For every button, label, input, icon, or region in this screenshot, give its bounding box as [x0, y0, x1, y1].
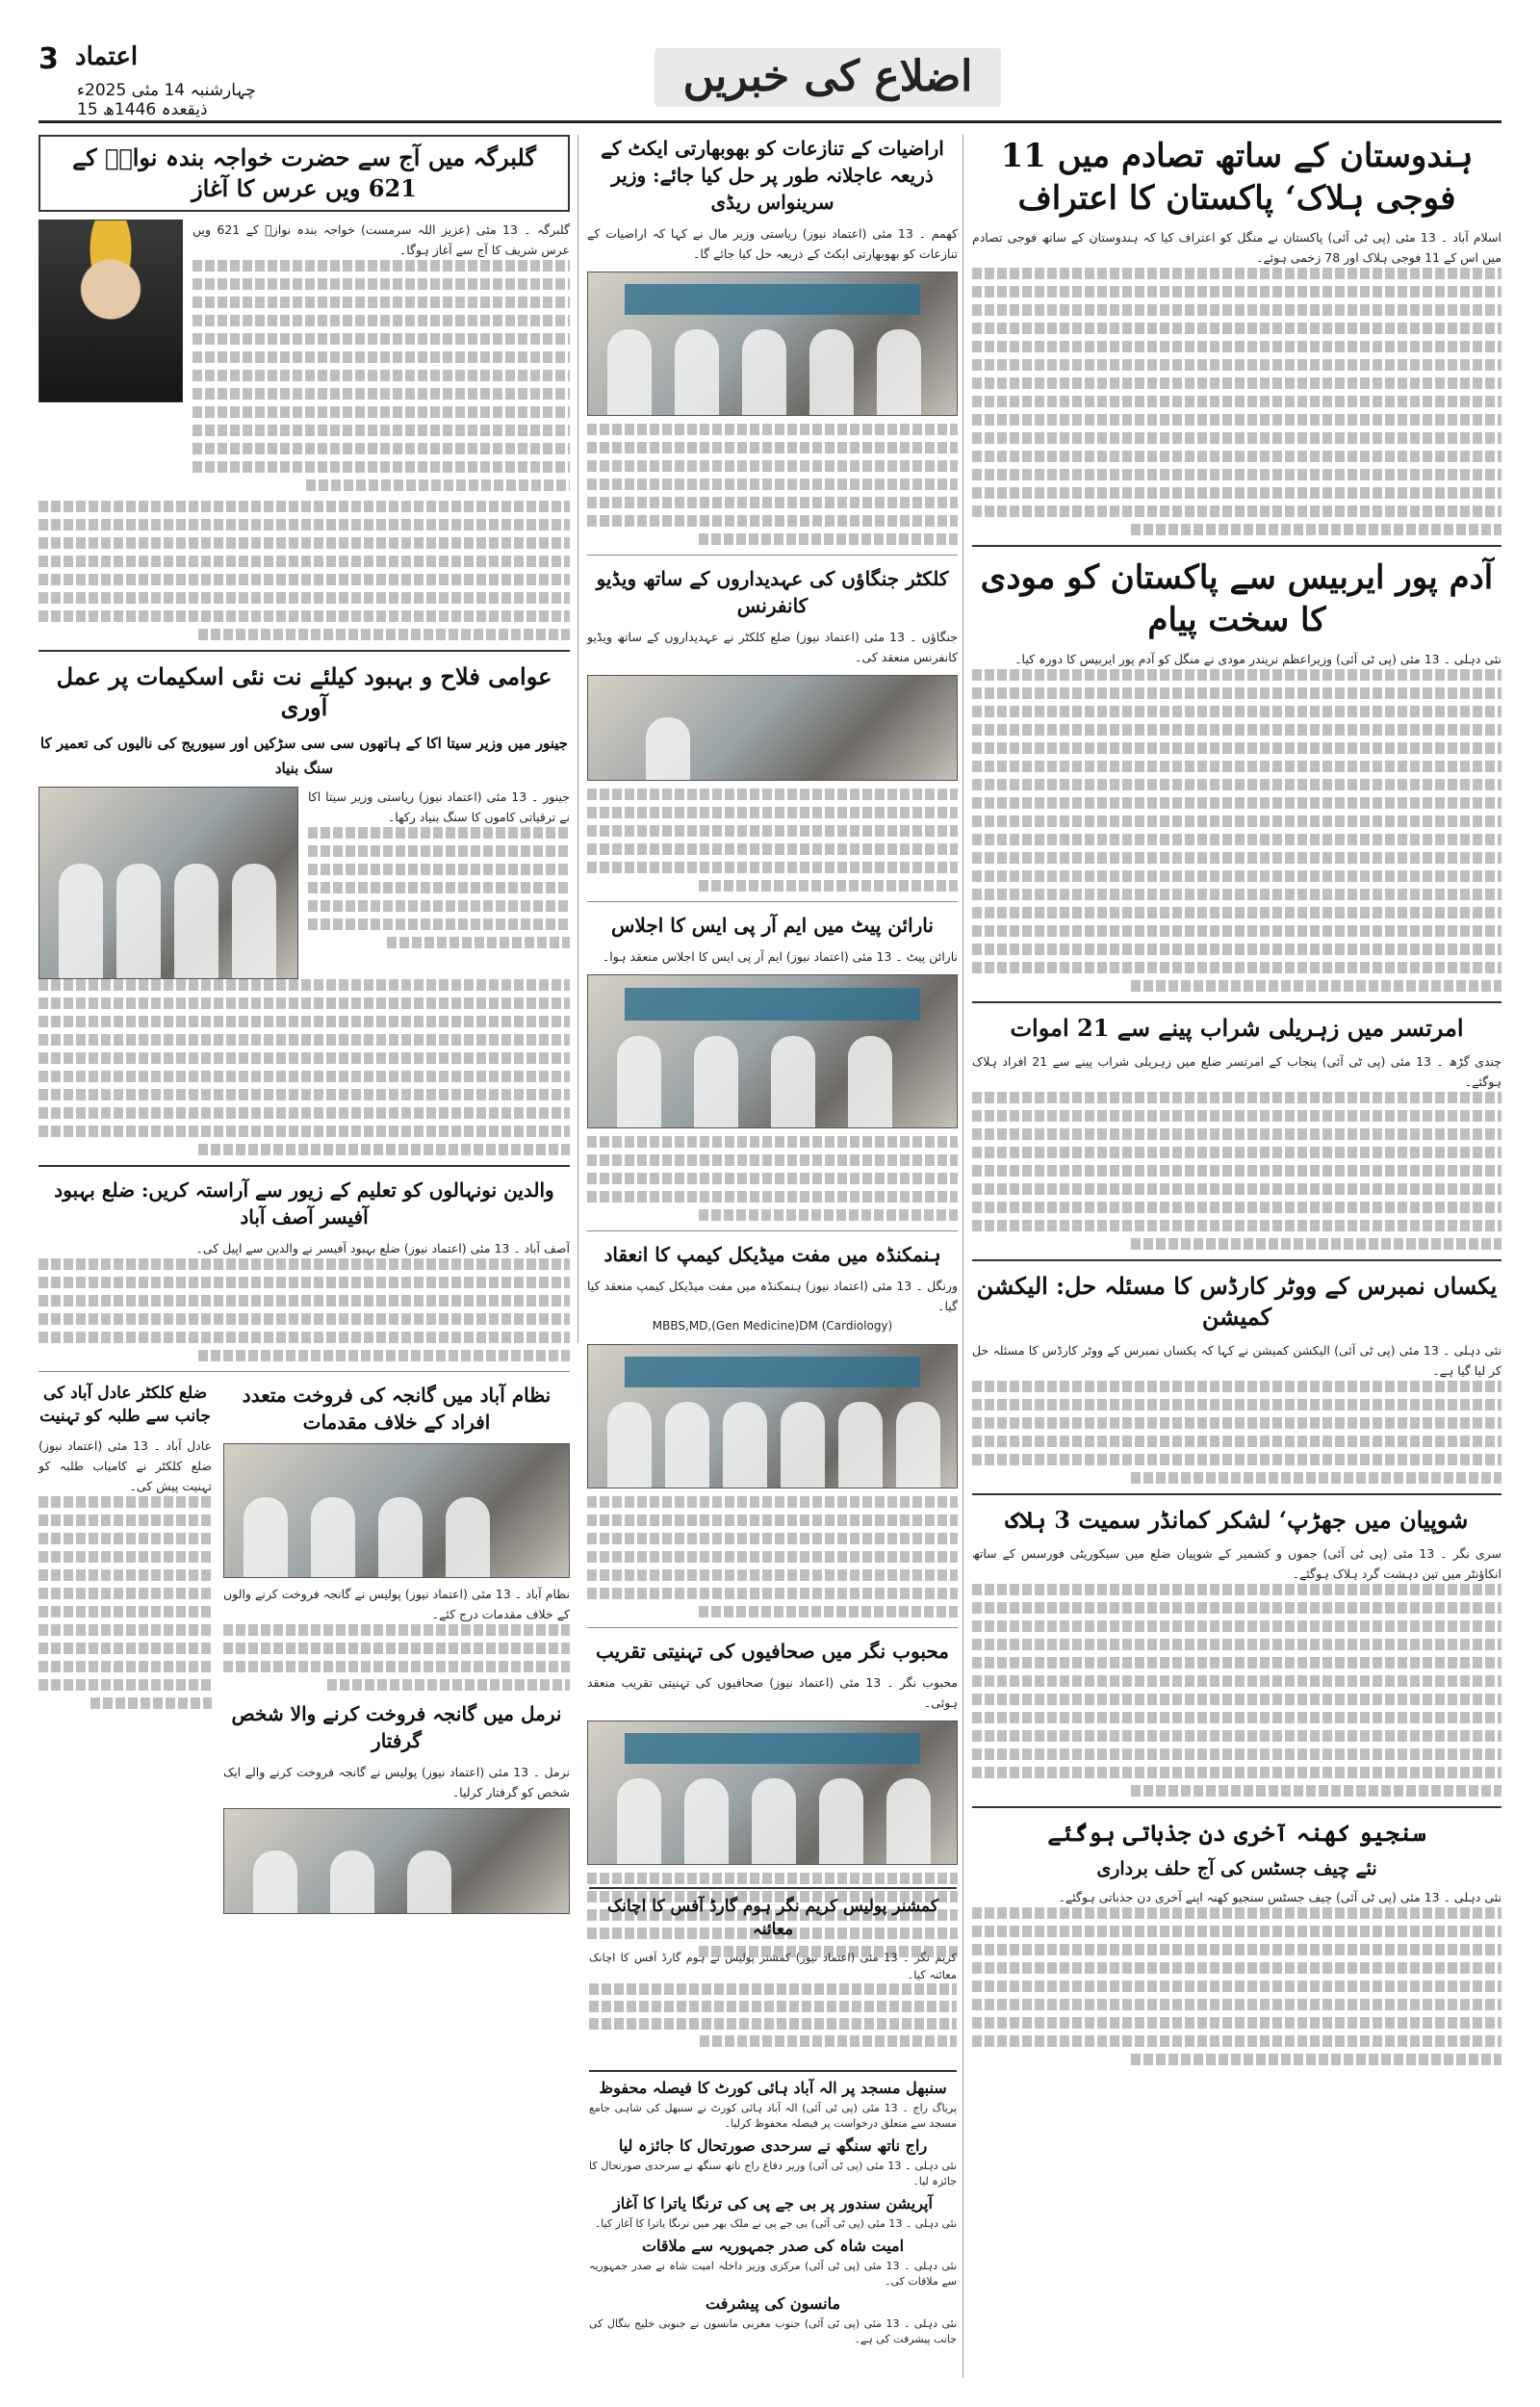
headline-mahbubnagar: محبوب نگر میں صحافیوں کی تہنیتی تقریب: [596, 1640, 949, 1663]
subheadline-jainoor: جینور میں وزیر سیتا اکا کے ہاتھوں سی سی سڑکیں اور سیوریج کی نالیوں کی تعمیر کا سنگ بنیاد: [39, 735, 569, 777]
headline-welfare-schemes: عوامی فلاح و بہبود کیلئے نت نئی اسکیمات پر عمل آوری: [56, 662, 552, 721]
headline-tiranga-yatra: آپریشن سندور پر بی جے پی کی ترنگا یاترا کا آغاز: [613, 2194, 933, 2213]
headline-nizamabad-ganja: نظام آباد میں گانجہ کی فروخت متعدد افراد کے خلاف مقدمات: [242, 1384, 552, 1434]
headline-rajnath-review: راج ناتھ سنگھ نے سرحدی صورتحال کا جائزہ لیا: [618, 2136, 928, 2155]
lower-left-block: [38, 1382, 570, 1920]
article-lead: جینور ۔ 13 مئی (اعتماد نیوز) ریاستی وزیر سیتا اکا نے ترقیاتی کاموں کا سنگ بنیاد رکھا۔: [308, 789, 570, 824]
separator: [972, 545, 1502, 547]
column-national: [972, 135, 1502, 2075]
article-lead: نئی دہلی ۔ 13 مئی (پی ٹی آئی) الیکشن کمیشن نے کہا کہ یکساں نمبرس کے ووٹر کارڈس کا مسئلہ حل کر لیا گیا ہے۔: [972, 1343, 1502, 1378]
article-body: [192, 260, 570, 491]
article-body: [589, 1983, 957, 2047]
headline-sanjiv-khanna: سنجیو کھنہ آخری دن جذباتی ہوگئے: [1047, 1819, 1426, 1847]
article-lead: چندی گڑھ ۔ 13 مئی (پی ٹی آئی) پنجاب کے امرتسر ضلع میں زہریلی شراب پینے سے 21 افراد ہلاک ہوگئے۔: [972, 1054, 1502, 1089]
column-rule: [962, 135, 963, 2378]
article-body: [38, 1258, 570, 1361]
headline-amritsar: امرتسر میں زہریلی شراب پینے سے 21 اموات: [1010, 1014, 1464, 1042]
article-body: [38, 1496, 212, 1709]
hijri-date: 15 ذیقعدہ 1446ھ: [77, 100, 208, 119]
article-body: [972, 268, 1502, 535]
news-photo-arrest: [223, 1808, 570, 1914]
column-districts-middle: [587, 135, 958, 1967]
headline-adilabad-collector: ضلع کلکٹر عادل آباد کی جانب سے طلبہ کو تہنیت: [39, 1384, 211, 1426]
subheadline-new-cji: نئے چیف جسٹس کی آج حلف برداری: [1096, 1858, 1377, 1879]
news-photo-meeting: [587, 272, 958, 416]
article-lead: جنگاؤں ۔ 13 مئی (اعتماد نیوز) ضلع کلکٹر نے عہدیداروں کے ساتھ ویڈیو کانفرنس منعقد کی۔: [587, 630, 958, 664]
article-body: [972, 669, 1502, 992]
article-lead: سری نگر ۔ 13 مئی (پی ٹی آئی) جموں و کشمیر کے شوپیان ضلع میں سیکوریٹی فورسس کے ساتھ انکاؤنٹر میں تین دہشت گرد ہلاک ہوگئے۔: [972, 1546, 1502, 1581]
news-photo-camp: [587, 1344, 958, 1488]
article-body: [972, 1584, 1502, 1797]
headline-narayanpet: نارائن پیٹ میں ایم آر پی ایس کا اجلاس: [611, 914, 934, 937]
article-lead: نئی دہلی ۔ 13 مئی (پی ٹی آئی) بی جے پی نے ملک بھر میں ترنگا یاترا کا آغاز کیا۔: [594, 2217, 957, 2230]
article-lead: گلبرگہ ۔ 13 مئی (عزیز اللہ سرمست) خواجہ بندہ نوازؒ کے 621 ویں عرس شریف کا آج سے آغاز ہوگا۔: [192, 222, 571, 257]
headline-amit-shah: امیت شاہ کی صدر جمہوریہ سے ملاقات: [641, 2237, 905, 2255]
person-portrait-icon: [38, 220, 183, 402]
headline-nirmal-arrest: نرمل میں گانجہ فروخت کرنے والا شخص گرفتار: [231, 1702, 562, 1752]
headline-voter-cards: یکساں نمبرس کے ووٹر کارڈس کا مسئلہ حل: الیکشن کمیشن: [976, 1272, 1498, 1331]
news-photo-foundation: [38, 787, 298, 979]
urs-text: [192, 220, 570, 501]
column-national-briefs: [589, 2070, 957, 2378]
jainoor-article: [38, 787, 570, 979]
separator: [972, 1806, 1502, 1808]
article-lead: پریاگ راج ۔ 13 مئی (پی ٹی آئی) الہ آباد ہائی کورٹ نے سنبھل کی شاہی جامع مسجد سے متعلق درخواست پر فیصلہ محفوظ کرلیا۔: [589, 2102, 957, 2130]
separator: [38, 1371, 570, 1372]
news-photo-videoconference: [587, 675, 958, 781]
headline-sambhal-mosque: سنبھل مسجد پر الہ آباد ہائی کورٹ کا فیصلہ محفوظ: [599, 2079, 947, 2097]
headline-adampur: آدم پور ایربیس سے پاکستان کو مودی کا سخت پیام: [980, 558, 1494, 639]
section-title: اضلاع کی خبریں: [654, 48, 1001, 107]
separator: [587, 555, 958, 556]
separator: [587, 1230, 958, 1231]
news-photo-police: [223, 1443, 570, 1578]
article-body: [972, 1907, 1502, 2065]
separator: [972, 1001, 1502, 1003]
dateline: [77, 81, 256, 119]
separator: [972, 1493, 1502, 1495]
separator: [587, 1627, 958, 1628]
article-lead: ورنگل ۔ 13 مئی (اعتماد نیوز) ہنمکنڈہ میں مفت میڈیکل کیمپ منعقد کیا گیا۔: [587, 1279, 958, 1313]
urs-article: [38, 220, 570, 501]
article-lead: نئی دہلی ۔ 13 مئی (پی ٹی آئی) وزیراعظم نریندر مودی نے منگل کو آدم پور ایربیس کا دورہ کیا۔: [1014, 652, 1502, 666]
article-lead: نرمل ۔ 13 مئی (اعتماد نیوز) پولیس نے گانجہ فروخت کرنے والے ایک شخص کو گرفتار کرلیا۔: [223, 1765, 571, 1799]
column-districts-left: [38, 135, 570, 1920]
headline-karimnagar: کمشنر پولیس کریم نگر ہوم گارڈ آفس کا اچانک معائنہ: [607, 1897, 938, 1939]
article-body: [38, 501, 570, 640]
page-number: 3: [38, 42, 59, 76]
paper-name: اعتماد: [75, 42, 139, 71]
article-lead: کریم نگر ۔ 13 مئی (اعتماد نیوز) کمشنر پولیس نے ہوم گارڈ آفس کا اچانک معائنہ کیا۔: [589, 1951, 957, 1981]
article-lead: نئی دہلی ۔ 13 مئی (پی ٹی آئی) چیف جسٹس سنجیو کھنہ اپنے آخری دن جذباتی ہوگئے۔: [1058, 1890, 1502, 1904]
article-lead: نئی دہلی ۔ 13 مئی (پی ٹی آئی) مرکزی وزیر داخلہ امیت شاہ نے صدر جمہوریہ سے ملاقات کی۔: [589, 2260, 957, 2288]
article-body: [972, 1092, 1502, 1250]
article-lead: نارائن پیٹ ۔ 13 مئی (اعتماد نیوز) ایم آر پی ایس کا اجلاس منعقد ہوا۔: [602, 949, 958, 964]
headline-pakistan-admits: ہندوستان کے ساتھ تصادم میں 11 فوجی ہلاک‘ پاکستان کا اعتراف: [1000, 137, 1474, 218]
headline-medical-camp: ہنمکنڈہ میں مفت میڈیکل کیمپ کا انعقاد: [603, 1243, 941, 1266]
doctor-credentials: MBBS,MD,(Gen Medicine)DM (Cardiology): [652, 1319, 893, 1333]
article-lead: نظام آباد ۔ 13 مئی (اعتماد نیوز) پولیس نے گانجہ فروخت کرنے والوں کے خلاف مقدمات درج کئے۔: [223, 1587, 570, 1621]
article-lead: عادل آباد ۔ 13 مئی (اعتماد نیوز) ضلع کلکٹر نے کامیاب طلبہ کو تہنیت پیش کی۔: [38, 1438, 212, 1493]
news-photo-felicitation: [587, 1721, 958, 1865]
separator: [587, 901, 958, 902]
headline-monsoon: مانسون کی پیشرفت: [705, 2294, 841, 2313]
article-body: [587, 789, 958, 892]
article-body: [587, 1496, 958, 1618]
headline-asifabad: والدین نونہالوں کو تعلیم کے زیور سے آراستہ کریں: ضلع بہبود آفیسر آصف آباد: [54, 1178, 554, 1229]
headline-jangaon: کلکٹر جنگاؤں کی عہدیداروں کے ساتھ ویڈیو کانفرنس: [596, 567, 949, 617]
separator: [972, 1259, 1502, 1261]
article-body: [223, 1624, 570, 1691]
karimnagar-block: [589, 1887, 957, 2065]
article-lead: آصف آباد ۔ 13 مئی (اعتماد نیوز) ضلع بہبود آفیسر نے والدین سے اپیل کی۔: [195, 1241, 570, 1255]
separator: [38, 650, 570, 652]
headline-bhubharati: اراضیات کے تنازعات کو بھوبھارتی ایکٹ کے ذریعہ عاجلانہ طور پر حل کیا جائے: وزیر سرینواس ریڈی: [601, 137, 944, 214]
article-lead: کھمم ۔ 13 مئی (اعتماد نیوز) ریاستی وزیر مال نے کہا کہ اراضیات کے تنازعات کو بھوبھارتی ایکٹ کے ذریعہ حل کیا جائے گا۔: [587, 226, 958, 261]
article-body: [587, 424, 958, 545]
article-lead: اسلام آباد ۔ 13 مئی (پی ٹی آئی) پاکستان نے منگل کو اعتراف کیا کہ ہندوستان کے ساتھ فوجی تصادم میں اس کے 11 فوجی ہلاک اور 78 زخمی ہوئے۔: [972, 230, 1502, 265]
article-lead: نئی دہلی ۔ 13 مئی (پی ٹی آئی) وزیر دفاع راج ناتھ سنگھ نے سرحدی صورتحال کا جائزہ لیا۔: [589, 2160, 957, 2187]
article-body: [38, 979, 570, 1155]
news-photo-mrps: [587, 974, 958, 1128]
masthead: [38, 39, 1502, 123]
headline-shopian: شوپیان میں جھڑپ‘ لشکر کمانڈر سمیت 3 ہلاک: [1005, 1506, 1469, 1534]
article-lead: نئی دہلی ۔ 13 مئی (پی ٹی آئی) جنوب مغربی مانسون نے جنوبی خلیج بنگال کی جانب پیشرفت کی ہے۔: [589, 2317, 957, 2345]
separator: [38, 1165, 570, 1167]
article-body: [308, 827, 570, 948]
weekday-date: چہارشنبہ 14 مئی 2025ء: [77, 81, 256, 100]
article-lead: محبوب نگر ۔ 13 مئی (اعتماد نیوز) صحافیوں کی تہنیتی تقریب منعقد ہوئی۔: [587, 1675, 958, 1710]
article-body: [587, 1136, 958, 1221]
headline-gulbarga-urs: گلبرگہ میں آج سے حضرت خواجہ بندہ نوازؒ کے 621 ویں عرس کا آغاز: [38, 135, 570, 212]
article-body: [972, 1381, 1502, 1484]
